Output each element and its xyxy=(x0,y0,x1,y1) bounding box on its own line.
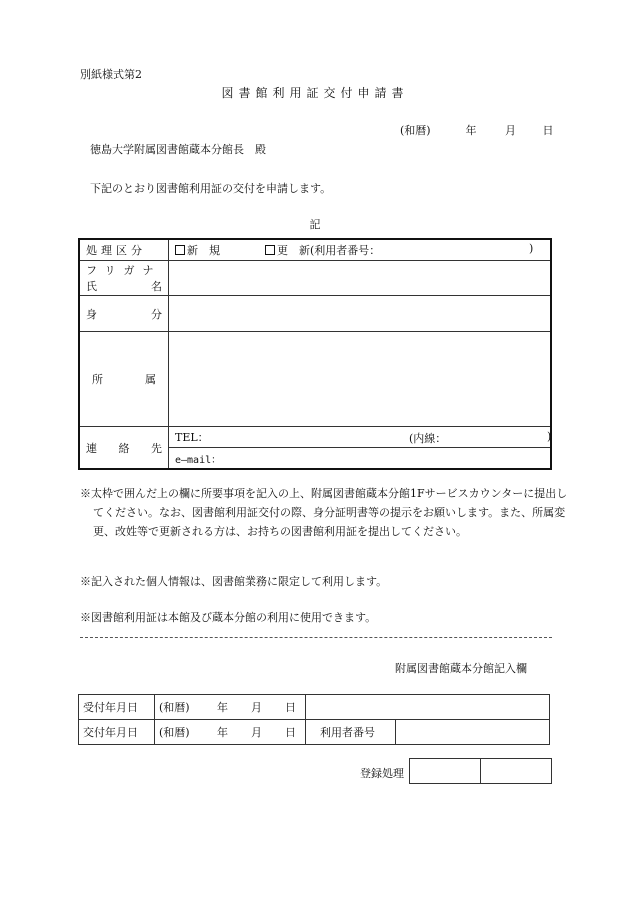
application-date-line xyxy=(400,122,554,138)
ki-heading: 記 xyxy=(309,218,321,231)
affiliation-label-char-2: 属 xyxy=(145,373,156,386)
row-issued-date xyxy=(79,720,550,745)
status-label-cell xyxy=(79,296,169,332)
contact-label-char-2: 絡 xyxy=(118,441,130,455)
received-era: (和暦) xyxy=(159,701,190,714)
new-option-label: 新 規 xyxy=(187,244,220,257)
row-status xyxy=(79,296,551,332)
issued-date-label: 交付年月日 xyxy=(79,720,155,745)
contact-label-char-1: 連 xyxy=(86,441,97,455)
received-date-label: 受付年月日 xyxy=(79,695,155,720)
tel-label: TEL： xyxy=(175,431,209,444)
affiliation-label-char-1: 所 xyxy=(92,373,103,386)
processing-type-options xyxy=(169,239,552,261)
status-input[interactable] xyxy=(169,296,552,332)
addressee: 徳島大学附属図書館蔵本分館長 殿 xyxy=(90,143,266,156)
new-checkbox[interactable] xyxy=(175,244,220,257)
contact-label-cell xyxy=(79,427,169,470)
note-submission: ※太枠で囲んだ上の欄に所要事項を記入の上、附属図書館蔵本分館1Fサービスカウンターに提出してください。なお、図書館利用証交付の際、身分証明書等の提示をお願いします。また、所属変更、改姓等で更新される方は、お持ちの図書館利用証を提出してください。 xyxy=(80,487,568,538)
registration-row xyxy=(410,759,552,784)
processing-type-label xyxy=(79,239,169,261)
date-year: 年 xyxy=(465,124,477,137)
issued-day: 日 xyxy=(285,726,296,739)
renew-option-label: 更 新(利用者番号： xyxy=(277,244,381,257)
processing-type-text: 処理区分 xyxy=(86,244,146,257)
row-name xyxy=(79,261,551,296)
email-input[interactable] xyxy=(169,448,552,470)
user-number-input[interactable] xyxy=(396,720,550,745)
renew-checkbox[interactable] xyxy=(265,244,380,257)
name-label xyxy=(86,278,162,294)
office-use-section-label: 附属図書館蔵本分館記入欄 xyxy=(395,662,527,675)
extension-close-paren: ) xyxy=(547,430,552,443)
cut-line-divider xyxy=(80,637,552,638)
name-label-char-2: 名 xyxy=(151,280,162,293)
affiliation-label xyxy=(86,371,162,387)
affiliation-input[interactable] xyxy=(169,332,552,427)
row-received-date xyxy=(79,695,550,720)
registration-box-2[interactable] xyxy=(481,759,552,784)
registration-table xyxy=(409,758,552,784)
date-era: (和暦) xyxy=(400,124,431,137)
user-number-label: 利用者番号 xyxy=(306,720,396,745)
issued-date-input[interactable] xyxy=(155,720,306,745)
form-code: 別紙様式第2 xyxy=(80,68,142,81)
note-usage: ※図書館利用証は本館及び蔵本分館の利用に使用できます。 xyxy=(80,611,377,624)
received-empty-cell[interactable] xyxy=(306,695,550,720)
contact-label-char-3: 先 xyxy=(151,441,162,455)
contact-label xyxy=(86,440,162,456)
application-form-table xyxy=(78,238,552,470)
date-month: 月 xyxy=(505,124,516,137)
registration-box-1[interactable] xyxy=(410,759,481,784)
received-month: 月 xyxy=(251,701,262,714)
renew-checkbox-box[interactable] xyxy=(265,245,275,255)
status-label-char-1: 身 xyxy=(86,307,97,321)
email-label: e―mail： xyxy=(175,454,222,466)
issued-month: 月 xyxy=(251,726,262,739)
name-input[interactable] xyxy=(169,261,552,296)
name-label-cell xyxy=(79,261,169,296)
tel-input[interactable] xyxy=(169,427,552,448)
furigana-label: フリガナ xyxy=(86,264,162,277)
received-year: 年 xyxy=(217,701,228,714)
registration-label: 登録処理 xyxy=(360,767,404,780)
row-affiliation xyxy=(79,332,551,427)
received-day: 日 xyxy=(285,701,296,714)
date-day: 日 xyxy=(542,124,554,137)
request-text: 下記のとおり図書館利用証の交付を申請します。 xyxy=(90,182,332,195)
issued-year: 年 xyxy=(217,726,228,739)
status-label xyxy=(86,306,162,322)
document-title: 図書館利用証交付申請書 xyxy=(221,86,409,100)
note-privacy: ※記入された個人情報は、図書館業務に限定して利用します。 xyxy=(80,575,388,588)
status-label-char-2: 分 xyxy=(151,307,162,321)
issued-era: (和暦) xyxy=(159,726,190,739)
affiliation-label-cell xyxy=(79,332,169,427)
new-checkbox-box[interactable] xyxy=(175,245,185,255)
name-label-char-1: 氏 xyxy=(86,280,97,293)
received-date-input[interactable] xyxy=(155,695,306,720)
extension-label: (内線： xyxy=(409,432,447,445)
row-tel xyxy=(79,427,551,448)
user-number-close-paren: ) xyxy=(529,242,534,255)
office-use-table xyxy=(78,694,550,745)
row-processing-type xyxy=(79,239,551,261)
